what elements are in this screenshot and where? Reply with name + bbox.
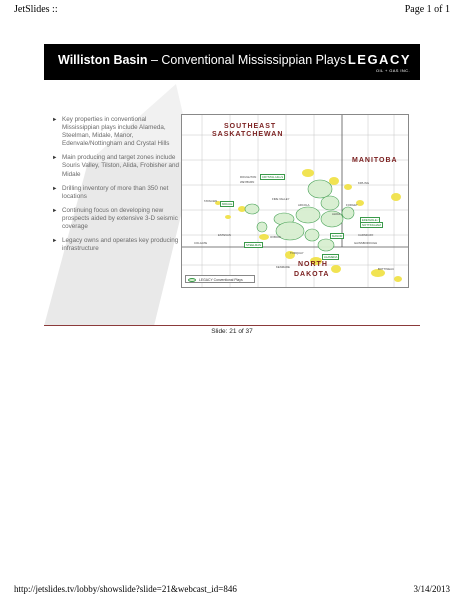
bullet-arrow-icon: ► <box>52 117 58 123</box>
region-label-southeast: SOUTHEAST <box>224 123 277 130</box>
play-label-alameda: ALAMEDA <box>324 255 338 259</box>
town-label: FORGET <box>346 203 358 207</box>
region-label-manitoba: MANITOBA <box>352 157 398 164</box>
town-label: ROUGHTON <box>240 175 257 179</box>
town-label: FIRE VALLEY <box>272 197 290 201</box>
bullet-arrow-icon: ► <box>52 155 58 162</box>
play-label-midale: MIDALE <box>222 202 233 206</box>
town-label: TORQUAY <box>290 251 304 255</box>
slide-title: Williston Basin – Conventional Mississippian Plays <box>58 53 347 67</box>
region-label-dakota: DAKOTA <box>294 271 330 278</box>
town-label: TATAGWA <box>204 199 218 203</box>
slide <box>44 44 420 326</box>
play-label-steelman: STEELMAN <box>246 243 262 247</box>
town-label: KIPLING <box>358 181 370 185</box>
town-label: ESTEVAN <box>218 233 231 237</box>
bullet-item: ► Key properties in conventional Mississippian plays include Alameda, Steelman, Midale, Manor, Edenvale/Nottingham and Crystal Hills <box>52 116 170 148</box>
town-label: ARCOLA <box>298 203 310 207</box>
page-footer-date: 3/14/2013 <box>413 584 450 594</box>
town-label: ALIDA <box>332 212 341 216</box>
page-header-page-count: Page 1 of 1 <box>404 4 450 15</box>
logo-tagline: OIL + GAS INC. <box>375 68 410 73</box>
play-label-edenvale: EDENVALE / <box>362 218 379 222</box>
town-label: COLGATE <box>194 241 208 245</box>
town-label: KENMARE <box>276 265 290 269</box>
page-footer-url: http://jetslides.tv/lobby/showslide?slide=21&webcast_id=846 <box>14 584 237 594</box>
map-legend <box>185 275 255 283</box>
town-label: WEYBURN <box>240 180 255 184</box>
play-label-manor: MANOR <box>332 234 343 238</box>
legacy-logo <box>325 48 411 76</box>
legend-play-swatch <box>188 278 196 282</box>
play-label-crystal-hills: CRYSTAL HILLS <box>262 175 284 179</box>
play-label-nottingham: NOTTINGHAM <box>362 223 381 227</box>
slide-title-banner <box>44 44 420 80</box>
region-label-saskatchewan: SASKATCHEWAN <box>212 131 284 138</box>
town-label: CARNDUFF <box>358 233 374 237</box>
town-label: GAINSBOROUGH <box>354 241 378 245</box>
legend-label: LEGACY Conventional Plays <box>199 277 243 282</box>
bullet-arrow-icon: ► <box>52 185 58 192</box>
bullet-item: ► Drilling inventory of more than 350 net locations <box>52 184 169 200</box>
page-header-title: JetSlides :: <box>14 4 58 15</box>
bullet-arrow-icon: ► <box>52 238 58 245</box>
bullet-item: ► Continuing focus on developing new prospects aided by extensive 3-D seismic coverage <box>52 206 178 231</box>
play-map <box>181 114 409 288</box>
bullet-item: ► Main producing and target zones include Souris Valley, Tilston, Alida, Frobisher and Midale <box>52 154 180 178</box>
bullet-item: ► Legacy owns and operates key producing infrastructure <box>52 237 179 253</box>
town-label: OXBOW <box>270 235 281 239</box>
region-label-north: NORTH <box>298 261 328 268</box>
slide-number: Slide: 21 of 37 <box>211 328 253 335</box>
slide-divider <box>44 325 420 326</box>
town-label: BOTTINEAU <box>378 267 395 271</box>
bullet-arrow-icon: ► <box>52 207 58 214</box>
bullet-list <box>52 116 180 259</box>
logo-wordmark: LEGACY <box>347 52 411 67</box>
